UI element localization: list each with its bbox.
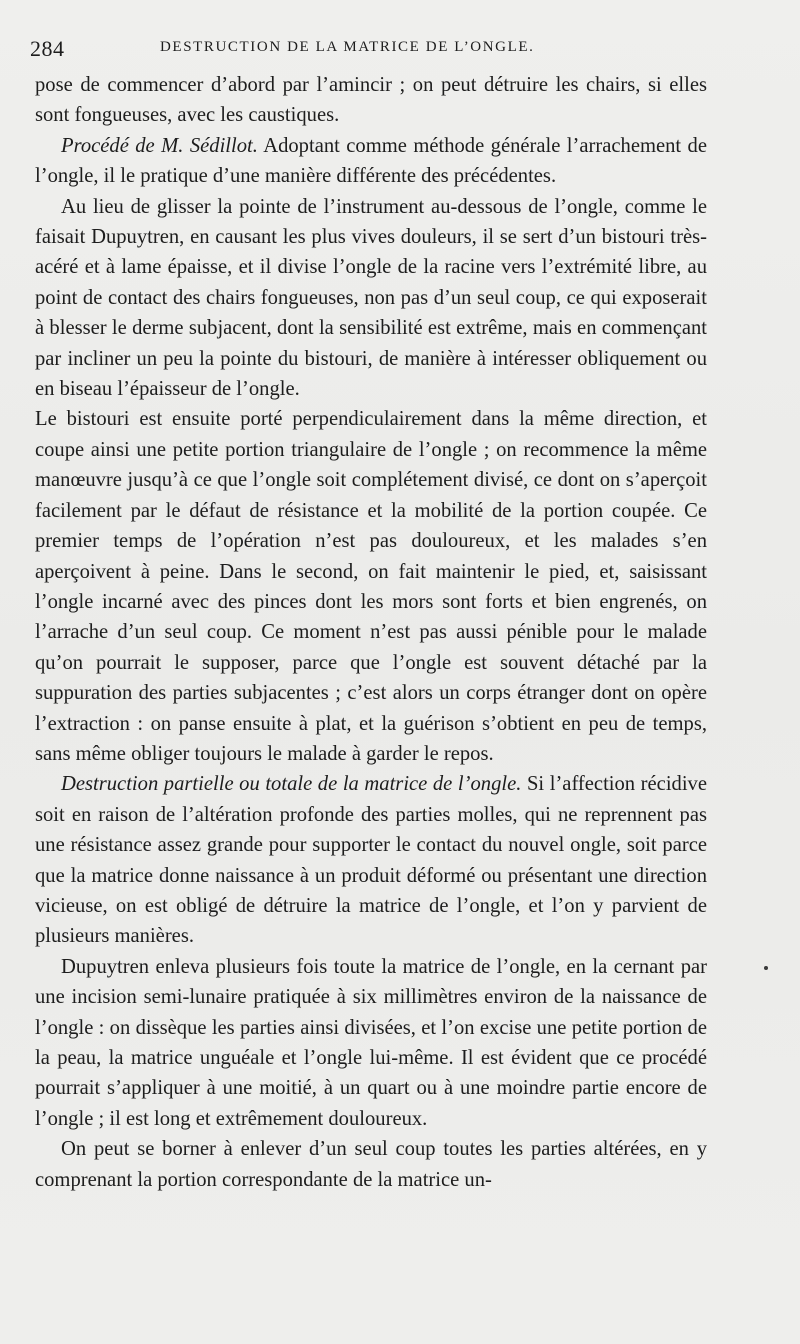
paragraph-text: On peut se borner à enlever d’un seul coup toutes les parties altérées, en y comprenant la portion correspondante de la matrice un- — [35, 1138, 707, 1191]
paragraph-final — [35, 1134, 707, 1195]
page-number: 284 — [30, 36, 65, 61]
paragraph-sedillot — [35, 131, 707, 192]
section-lead: Procédé de M. Sédillot. — [61, 134, 258, 157]
paragraph-text: pose de commencer d’abord par l’amincir ; on peut détruire les chairs, si elles sont fongueuses, avec les caustiques. — [35, 74, 707, 127]
paragraph-text: Si l’affection récidive soit en raison de l’altération profonde des parties molles, qui ne reprennent pas une résistance assez grande pour supporter le contact du nouvel ongle, soit parce que la matrice donne naissance à un produit déformé ou présentant une direction vicieuse, on est obligé de détruire la matrice de l’ongle, et l’on y parvient de plusieurs manières. — [35, 773, 707, 948]
paragraph-text: Au lieu de glisser la pointe de l’instrument au-dessous de l’ongle, comme le faisait Dupuytren, en causant les plus vives douleurs, il se sert d’un bistouri très-acéré et à lame épaisse, et il divise l’ongle de la racine vers l’extrémité libre, au point de contact des chairs fongueuses, non pas d’un seul coup, ce qui exposerait à blesser le derme subjacent, dont la sensibilité est extrême, mais en commençant par incliner un peu la pointe du bistouri, de manière à intéresser obliquement ou en biseau l’épaisseur de l’ongle. — [35, 195, 707, 401]
paragraph-text: Adoptant comme méthode générale l’arrachement de l’ongle, il le pratique d’une manière différente des précédentes. — [35, 134, 707, 188]
section-lead: Destruction partielle ou totale de la matrice de l’ongle. — [61, 773, 522, 796]
paragraph-text: Le bistouri est ensuite porté perpendiculairement dans la même direction, et coupe ainsi une petite portion triangulaire de l’ongle ; on recommence la même manœuvre jusqu’à ce que l’ongle soit complétement divisé, ce dont on s’aperçoit facilement par le défaut de résistance et la mobilité de la portion coupée. Ce premier temps de l’opération n’est pas douloureux, et les malades s’en aperçoivent à peine. Dans le second, on fait maintenir le pied, et, saisissant l’ongle incarné avec des pinces dont les mors sont forts et bien engrenés, on l’arrache d’un seul coup. Ce moment n’est pas aussi pénible pour le malade qu’on pourrait le supposer, parce que l’ongle est souvent détaché par la suppuration des parties subjacentes ; c’est alors un corps étranger dont on opère l’extraction : on panse ensuite à plat, et la guérison s’obtient en peu de temps, sans même obliger toujours le malade à garder le repos. — [35, 408, 707, 765]
paragraph-procedure-first-step — [35, 192, 707, 405]
paragraph-procedure-second-step — [35, 404, 707, 769]
page-header — [30, 36, 712, 62]
paragraph-text: Dupuytren enleva plusieurs fois toute la matrice de l’ongle, en la cernant par une incision semi-lunaire pratiquée à six millimètres environ de la naissance de l’ongle : on dissèque les parties ainsi divisées, et l’on excise une petite portion de la peau, la matrice unguéale et l’ongle lui-même. Il est évident que ce procédé pourrait s’appliquer à une moitié, à un quart ou à une moindre partie encore de l’ongle ; il est long et extrêmement douloureux. — [35, 955, 707, 1130]
paragraph-matrix-destruction — [35, 769, 707, 951]
body-text — [35, 70, 707, 1195]
paragraph-dupuytren — [35, 952, 707, 1134]
paper-speck — [764, 966, 768, 970]
running-title: DESTRUCTION DE LA MATRICE DE L’ONGLE. — [160, 39, 535, 55]
paragraph-continuation — [35, 70, 707, 131]
